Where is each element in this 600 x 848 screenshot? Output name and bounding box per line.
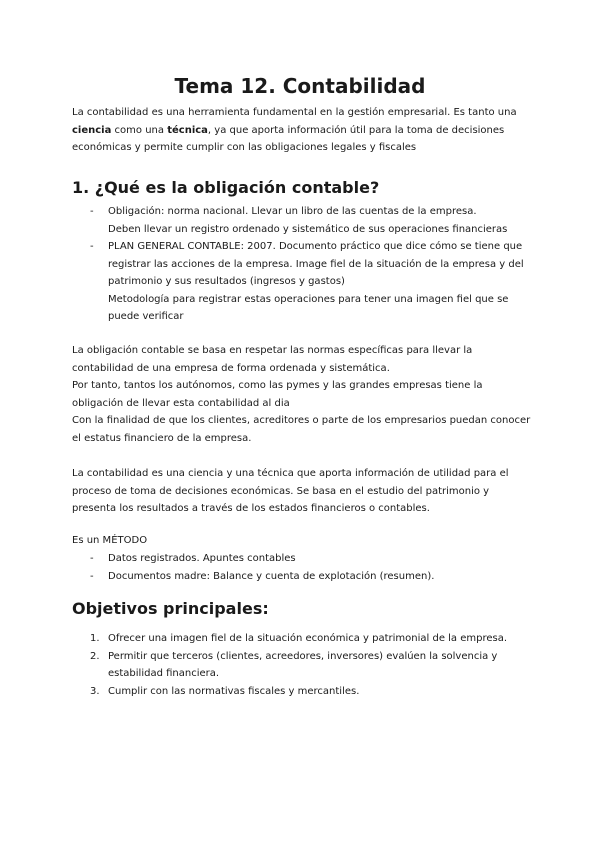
paragraph-line: La obligación contable se basa en respetar las normas específicas para llevar la contabilidad de una empresa de forma ordenada y sistemática.	[72, 345, 473, 374]
objetivos-list	[90, 630, 530, 700]
list-item-line: - Obligación: norma nacional. Llevar un libro de las cuentas de la empresa.	[108, 206, 477, 217]
list-item-line: - PLAN GENERAL CONTABLE: 2007. Documento práctico que dice cómo se tiene que registrar las acciones de la empresa. Image fiel de la situación de la empresa y del patrimonio y sus resultados (ingresos y gastos)	[108, 241, 524, 287]
list-item: - Datos registrados. Apuntes contables	[90, 550, 530, 568]
paragraph-line: Por tanto, tantos los autónomos, como las pymes y las grandes empresas tiene la obligación de llevar esta contabilidad al dia	[72, 380, 483, 409]
intro-text-1: La contabilidad es una herramienta fundamental en la gestión empresarial. Es tanto una	[72, 107, 517, 118]
section-heading-obligacion: 1. ¿Qué es la obligación contable?	[72, 178, 380, 197]
ciencia-tecnica-paragraph: La contabilidad es una ciencia y una técnica que aporta información de utilidad para el proceso de toma de decisiones económicas. Se basa en el estudio del patrimonio y presenta los resultados a través de los estados financieros o contables.	[72, 468, 509, 514]
metodo-label: Es un MÉTODO	[72, 535, 148, 546]
list-item: Ofrecer una imagen fiel de la situación económica y patrimonial de la empresa.	[108, 633, 508, 644]
list-item-line: Metodología para registrar estas operaciones para tener una imagen fiel que se puede verificar	[108, 293, 509, 322]
paragraph-line: Con la finalidad de que los clientes, acreditores o parte de los empresarios puedan conocer el estatus financiero de la empresa.	[72, 415, 531, 444]
intro-bold-tecnica: técnica	[167, 124, 208, 136]
intro-bold-ciencia: ciencia	[72, 124, 112, 136]
list-item: - Documentos madre: Balance y cuenta de explotación (resumen).	[90, 568, 530, 586]
intro-text-3: , ya que aporta información útil para la toma de decisiones económicas y permite cumplir con las obligaciones legales y fiscales	[72, 124, 505, 153]
obligacion-paragraph	[72, 342, 532, 447]
page-title: Tema 12. Contabilidad	[174, 74, 426, 98]
list-item	[90, 238, 535, 326]
intro-paragraph	[72, 104, 532, 157]
metodo-list	[90, 550, 530, 585]
list-item	[90, 203, 535, 238]
list-item: Cumplir con las normativas fiscales y mercantiles.	[108, 685, 360, 697]
list-item-line: Deben llevar un registro ordenado y sistemático de sus operaciones financieras	[108, 223, 508, 235]
obligacion-list	[90, 203, 535, 326]
list-item: Permitir que terceros (clientes, acreedores, inversores) evalúen la solvencia y estabilidad financiera.	[108, 650, 498, 679]
intro-text-2: como una	[111, 124, 168, 136]
section-heading-objetivos: Objetivos principales:	[72, 599, 269, 618]
